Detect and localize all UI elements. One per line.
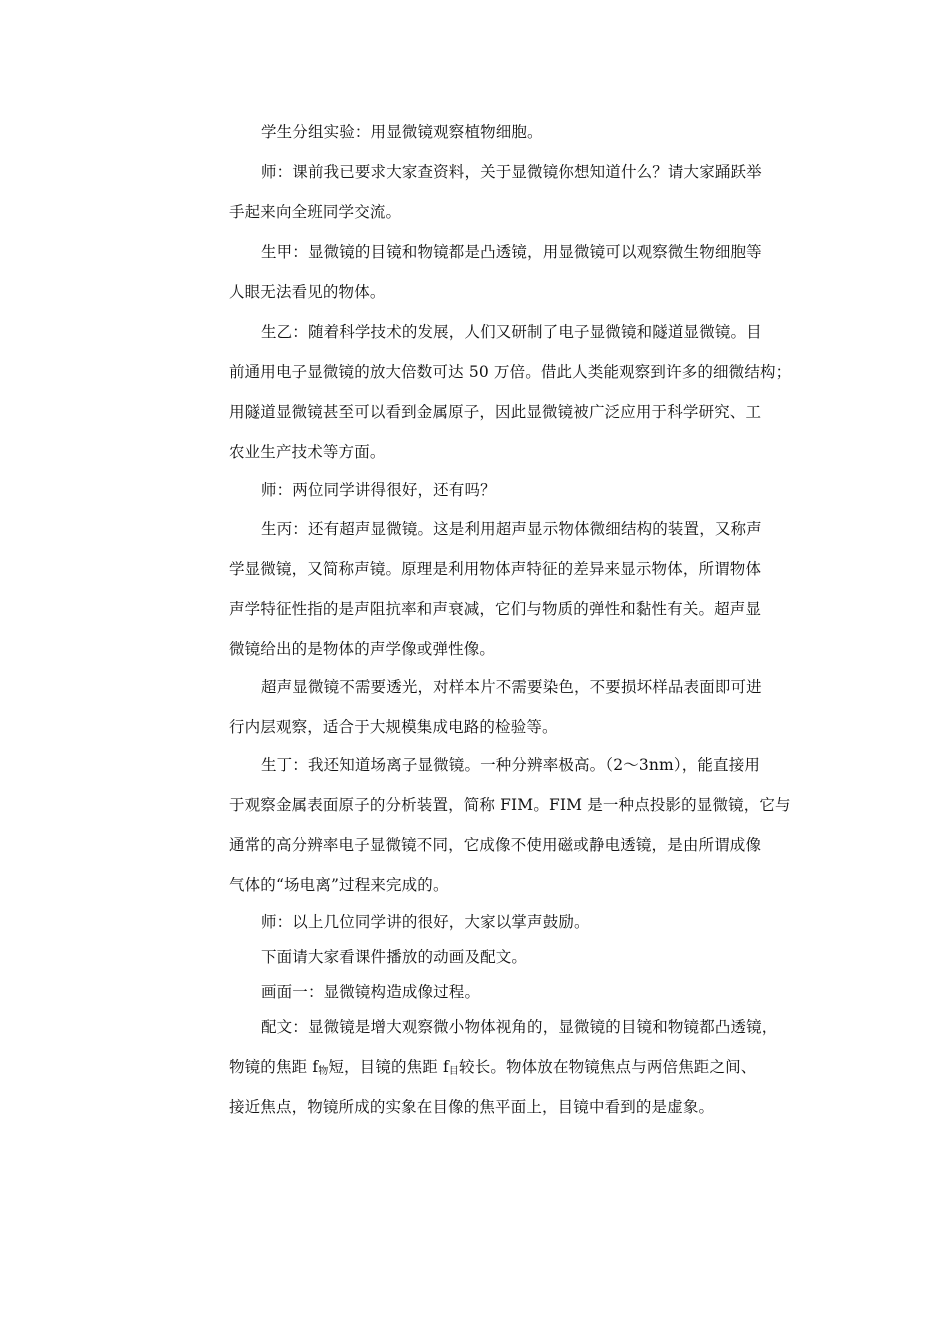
paragraph-line: 于观察金属表面原子的分析装置，简称 FIM。FIM 是一种点投影的显微镜，它与	[229, 796, 791, 814]
focal-text-part: 较长。物体放在物镜焦点与两倍焦距之间、	[459, 1058, 757, 1076]
paragraph-line: 学生分组实验：用显微镜观察植物细胞。	[261, 123, 543, 141]
paragraph-line: 手起来向全班同学交流。	[229, 203, 402, 221]
paragraph-line: 前通用电子显微镜的放大倍数可达 50 万倍。借此人类能观察到许多的细微结构；	[229, 363, 792, 381]
focal-length-line	[229, 1056, 756, 1083]
paragraph-line: 生乙：随着科学技术的发展，人们又研制了电子显微镜和隧道显微镜。目	[261, 323, 762, 341]
subscript-objective: 物	[318, 1066, 329, 1077]
subscript-eyepiece: 目	[448, 1066, 460, 1077]
paragraph-line: 人眼无法看见的物体。	[229, 283, 386, 301]
paragraph-line: 声学特征性指的是声阻抗率和声衰减，它们与物质的弹性和黏性有关。超声显	[229, 600, 762, 618]
paragraph-line: 师：两位同学讲得很好，还有吗？	[261, 481, 496, 499]
paragraph-line: 气体的“场电离”过程来完成的。	[229, 876, 449, 894]
paragraph-line: 配文：显微镜是增大观察微小物体视角的，显微镜的目镜和物镜都凸透镜，	[261, 1018, 778, 1036]
paragraph-line: 农业生产技术等方面。	[229, 443, 386, 461]
paragraph-line: 生丙：还有超声显微镜。这是利用超声显示物体微细结构的装置，又称声	[261, 520, 762, 538]
paragraph-line: 生甲：显微镜的目镜和物镜都是凸透镜，用显微镜可以观察微生物细胞等	[261, 243, 762, 261]
paragraph-line: 师：课前我已要求大家查资料，关于显微镜你想知道什么？请大家踊跃举	[261, 163, 762, 181]
paragraph-line: 画面一：显微镜构造成像过程。	[261, 983, 481, 1001]
paragraph-line: 微镜给出的是物体的声学像或弹性像。	[229, 640, 496, 658]
paragraph-line: 学显微镜，又简称声镜。原理是利用物体声特征的差异来显示物体，所谓物体	[229, 560, 762, 578]
paragraph-line: 下面请大家看课件播放的动画及配文。	[261, 948, 528, 966]
paragraph-line: 用隧道显微镜甚至可以看到金属原子，因此显微镜被广泛应用于科学研究、工	[229, 403, 762, 421]
focal-text-part: 物镜的焦距 f	[229, 1058, 319, 1076]
paragraph-line: 行内层观察，适合于大规模集成电路的检验等。	[229, 718, 558, 736]
focal-text-part: 短，目镜的焦距 f	[328, 1058, 449, 1076]
paragraph-line: 通常的高分辨率电子显微镜不同，它成像不使用磁或静电透镜，是由所谓成像	[229, 836, 762, 854]
paragraph-line: 超声显微镜不需要透光，对样本片不需要染色，不要损坏样品表面即可进	[261, 678, 762, 696]
paragraph-line: 接近焦点，物镜所成的实象在目像的焦平面上，目镜中看到的是虚象。	[229, 1098, 715, 1116]
paragraph-line: 师：以上几位同学讲的很好，大家以掌声鼓励。	[261, 913, 590, 931]
paragraph-line: 生丁：我还知道场离子显微镜。一种分辨率极高。（2～3nm），能直接用	[261, 756, 761, 774]
